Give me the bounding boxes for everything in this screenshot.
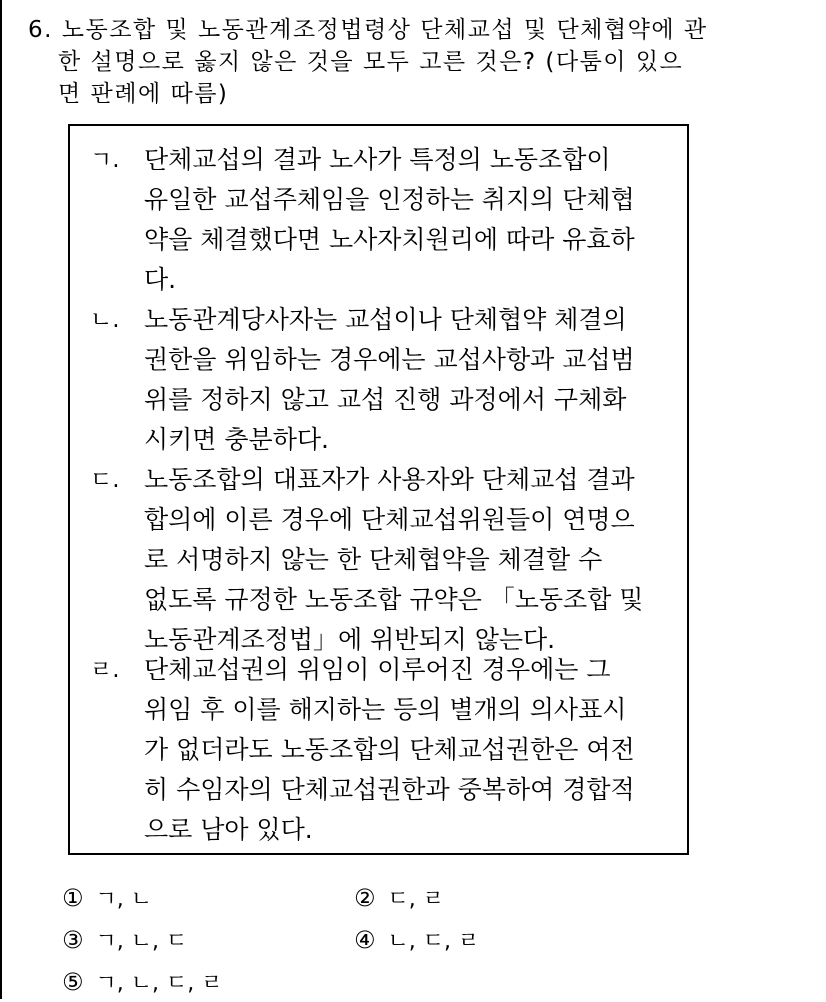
statement-line: 단체교섭권의 위임이 이루어진 경우에는 그	[144, 655, 611, 684]
choice-text: ㄱ, ㄴ	[95, 887, 153, 912]
statement-line: 위임 후 이를 해지하는 등의 별개의 의사표시	[144, 695, 627, 724]
choice-5[interactable]	[62, 964, 222, 1000]
statement-line: 가 없더라도 노동조합의 단체교섭권한은 여전	[144, 735, 635, 764]
statement-item-c	[70, 460, 687, 660]
statement-line: 노동조합의 대표자가 사용자와 단체교섭 결과	[144, 465, 635, 494]
statement-line: 단체교섭의 결과 노사가 특정의 노동조합이	[144, 145, 611, 174]
statement-line: 히 수임자의 단체교섭권한과 중복하여 경합적	[144, 775, 635, 804]
choice-text: ㄷ, ㄹ	[387, 887, 445, 912]
choice-4[interactable]	[354, 922, 479, 958]
choice-text: ㄱ, ㄴ, ㄷ	[95, 929, 188, 954]
choice-number: ②	[354, 884, 376, 912]
statement-line: 로 서명하지 않는 한 단체협약을 체결할 수	[144, 545, 603, 574]
statement-line: 없도록 규정한 노동조합 규약은 「노동조합 및	[144, 585, 644, 614]
statement-item-d	[70, 650, 687, 850]
statement-line: 다.	[144, 265, 177, 294]
choice-number: ⑤	[62, 968, 84, 996]
choice-text: ㄴ, ㄷ, ㄹ	[387, 929, 480, 954]
question-stem	[28, 14, 798, 110]
statement-line: 유일한 교섭주체임을 인정하는 취지의 단체협	[144, 185, 635, 214]
choice-2[interactable]	[354, 880, 444, 916]
page-left-border	[0, 0, 2, 999]
statement-line: 노동관계조정법」에 위반되지 않는다.	[144, 625, 556, 654]
choice-text: ㄱ, ㄴ, ㄷ, ㄹ	[95, 971, 223, 996]
statement-line: 으로 남아 있다.	[144, 815, 313, 844]
statements-box	[68, 124, 689, 855]
statement-line: 약을 체결했다면 노사자치원리에 따라 유효하	[144, 225, 635, 254]
statement-marker: ㄴ.	[90, 307, 120, 333]
statement-line: 노동관계당사자는 교섭이나 단체협약 체결의	[144, 305, 627, 334]
statement-item-a	[70, 140, 687, 300]
choice-number: ①	[62, 884, 84, 912]
statement-line: 시키면 충분하다.	[144, 425, 329, 454]
question-line: 면 판례에 따름)	[58, 81, 229, 107]
statement-marker: ㄷ.	[90, 467, 120, 493]
statement-marker: ㄱ.	[90, 147, 120, 173]
statement-line: 권한을 위임하는 경우에는 교섭사항과 교섭범	[144, 345, 635, 374]
question-line: 한 설명으로 옳지 않은 것을 모두 고른 것은? (다툼이 있으	[58, 49, 684, 75]
choice-1[interactable]	[62, 880, 152, 916]
choice-3[interactable]	[62, 922, 187, 958]
question-line: 6. 노동조합 및 노동관계조정법령상 단체교섭 및 단체협약에 관	[28, 17, 708, 43]
statement-item-b	[70, 300, 687, 460]
statement-line: 합의에 이른 경우에 단체교섭위원들이 연명으	[144, 505, 635, 534]
choice-number: ④	[354, 926, 376, 954]
choice-number: ③	[62, 926, 84, 954]
statement-marker: ㄹ.	[90, 657, 120, 683]
statement-line: 위를 정하지 않고 교섭 진행 과정에서 구체화	[144, 385, 627, 414]
